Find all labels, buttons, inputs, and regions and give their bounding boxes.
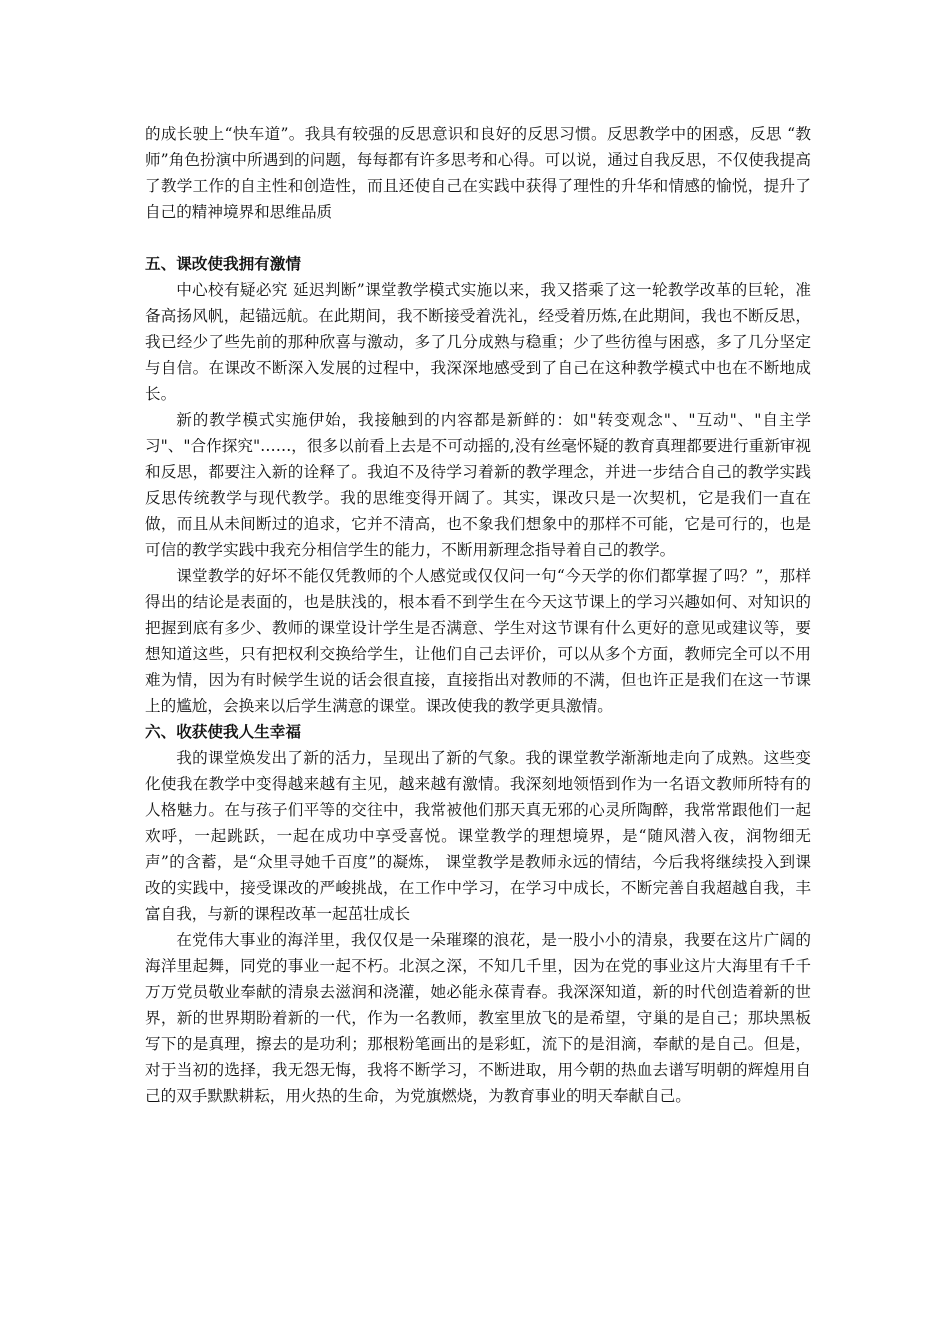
section-6-heading: 六、收获使我人生幸福 xyxy=(145,723,301,741)
section-gap xyxy=(145,225,811,251)
section-6-paragraph-1: 我的课堂焕发出了新的活力，呈现出了新的气象。我的课堂教学渐渐地走向了成熟。这些变化使我在教学中变得越来越有主见，越来越有激情。我深刻地领悟到作为一名语文教师所特有的人格魅力。在与孩子们平等的交往中，我常被他们那天真无邪的心灵所陶醉，我常常跟他们一起欢呼，一起跳跃，一起在成功中享受喜悦。课堂教学的理想境界，是“随风潜入夜，润物细无声”的含蓄，是“众里寻她千百度”的凝炼， 课堂教学是教师永远的情结，今后我将继续投入到课改的实践中，接受课改的严峻挑战，在工作中学习，在学习中成长，不断完善自我超越自我，丰富自我，与新的课程改革一起茁壮成长 xyxy=(145,749,811,923)
section-5-paragraph-3: 课堂教学的好坏不能仅凭教师的个人感觉或仅仅问一句“今天学的你们都掌握了吗？”，那样得出的结论是表面的，也是肤浅的，根本看不到学生在今天这节课上的学习兴趣如何、对知识的把握到底有多少、教师的课堂设计学生是否满意、学生对这节课有什么更好的意见或建议等，要想知道这些，只有把权利交换给学生，让他们自己去评价，可以从多个方面，教师完全可以不用难为情，因为有时候学生说的话会很直接，直接指出对教师的不满，但也许正是我们在这一节课上的尴尬，会换来以后学生满意的课堂。课改使我的教学更具激情。 xyxy=(145,567,811,715)
intro-paragraph: 的成长驶上“快车道”。我具有较强的反思意识和良好的反思习惯。反思教学中的困惑，反思 “教师”角色扮演中所遇到的问题，每每都有许多思考和心得。可以说，通过自我反思，不仅使我提高了教学工作的自主性和创造性，而且还使自己在实践中获得了理性的升华和情感的愉悦，提升了自己的精神境界和思维品质 xyxy=(145,125,811,221)
section-5-paragraph-1: 中心校有疑必究 延迟判断”课堂教学模式实施以来，我又搭乘了这一轮教学改革的巨轮，准备高扬风帆，起锚远航。在此期间，我不断接受着洗礼，经受着历炼,在此期间，我也不断反思，我已经少了些先前的那种欣喜与激动，多了几分成熟与稳重；少了些彷徨与困惑，多了几分坚定与自信。在课改不断深入发展的过程中，我深深地感受到了自己在这种教学模式中也在不断地成长。 xyxy=(145,281,811,403)
document-page xyxy=(145,121,811,1109)
section-5-heading: 五、课改使我拥有激情 xyxy=(145,255,301,273)
section-6-paragraph-2: 在党伟大事业的海洋里，我仅仅是一朵璀璨的浪花，是一股小小的清泉，我要在这片广阔的海洋里起舞，同党的事业一起不朽。北溟之深，不知几千里，因为在党的事业这片大海里有千千万万党员敬业奉献的清泉去滋润和浇灌，她必能永葆青春。我深深知道，新的时代创造着新的世界，新的世界期盼着新的一代，作为一名教师，教室里放飞的是希望，守巢的是自己；那块黑板写下的是真理，擦去的是功利；那根粉笔画出的是彩虹，流下的是泪滴，奉献的是自己。但是，对于当初的选择，我无怨无悔，我将不断学习，不断进取，用今朝的热血去谱写明朝的辉煌用自己的双手默默耕耘，用火热的生命，为党旗燃烧，为教育事业的明天奉献自己。 xyxy=(145,931,811,1105)
section-5-paragraph-2: 新的教学模式实施伊始，我接触到的内容都是新鲜的：如"转变观念"、"互动"、"自主学习"、"合作探究"……，很多以前看上去是不可动摇的,没有丝毫怀疑的教育真理都要进行重新审视和反思，都要注入新的诠释了。我迫不及待学习着新的教学理念，并进一步结合自己的教学实践反思传统教学与现代教学。我的思维变得开阔了。其实，课改只是一次契机，它是我们一直在做，而且从未间断过的追求，它并不清高，也不象我们想象中的那样不可能，它是可行的，也是可信的教学实践中我充分相信学生的能力，不断用新理念指导着自己的教学。 xyxy=(145,411,811,559)
